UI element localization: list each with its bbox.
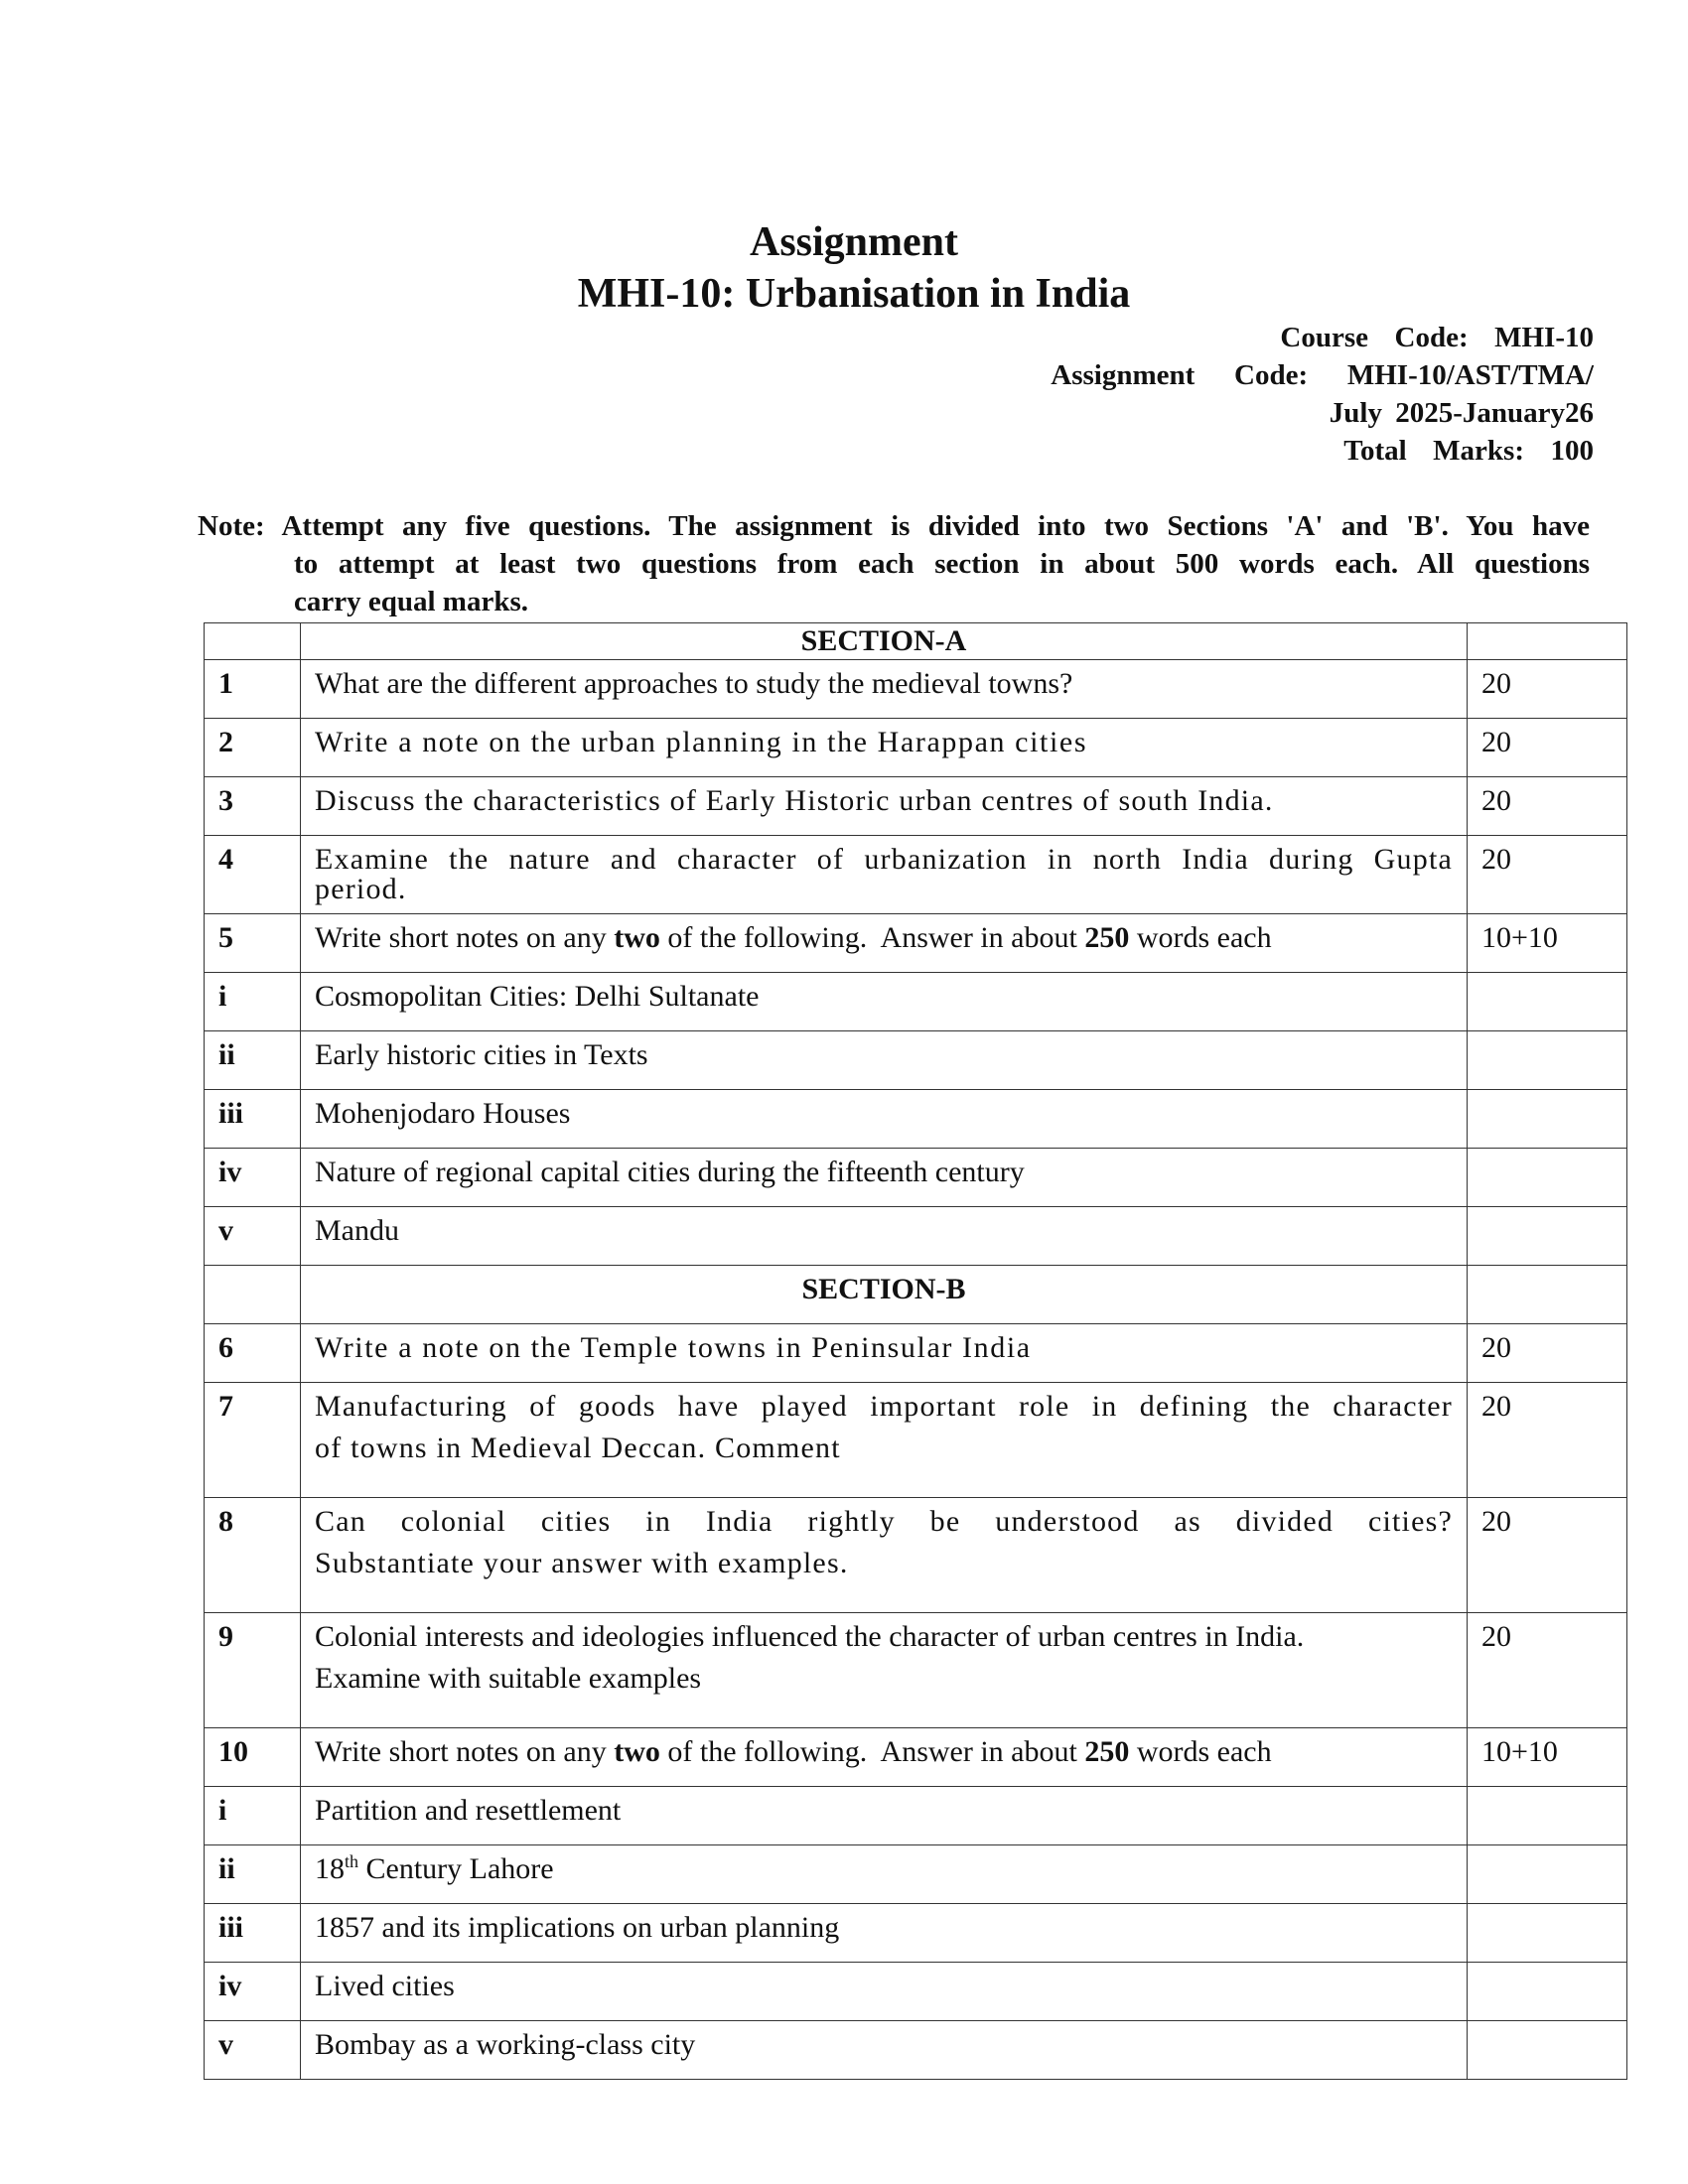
emphasis-text: two (614, 1735, 660, 1768)
subitem-number: v (205, 2021, 301, 2080)
emphasis-text: 250 (1084, 1735, 1130, 1768)
empty-cell (1468, 1031, 1627, 1090)
question-marks: 10+10 (1468, 1728, 1627, 1787)
document-subtitle: MHI-10: Urbanisation in India (577, 271, 1131, 317)
table-row (205, 1787, 1627, 1845)
question-number: 4 (205, 836, 301, 914)
table-row (205, 1963, 1627, 2021)
text-run: words each (1129, 921, 1272, 954)
table-row (205, 1613, 1627, 1728)
subitem-text: Lived cities (301, 1963, 1468, 2021)
text-run: Write short notes on any (315, 1735, 615, 1768)
subitem-number: iv (205, 1149, 301, 1207)
emphasis-text: 250 (1084, 921, 1130, 954)
question-number: 5 (205, 914, 301, 973)
question-text (301, 1728, 1468, 1787)
question-number: 10 (205, 1728, 301, 1787)
text-run: 18 (315, 1852, 345, 1885)
table-row (205, 1090, 1627, 1149)
question-marks: 20 (1468, 836, 1627, 914)
subitem-number: iii (205, 1090, 301, 1149)
subitem-text: Bombay as a working-class city (301, 2021, 1468, 2080)
question-marks: 10+10 (1468, 914, 1627, 973)
subitem-number: i (205, 973, 301, 1031)
subitem-number: ii (205, 1845, 301, 1904)
empty-cell (1468, 1963, 1627, 2021)
question-text-line: period. (315, 873, 407, 905)
empty-cell (205, 1266, 301, 1324)
text-run: Write short notes on any (315, 921, 615, 954)
question-number: 3 (205, 777, 301, 836)
subitem-text: Cosmopolitan Cities: Delhi Sultanate (301, 973, 1468, 1031)
table-row (205, 1031, 1627, 1090)
question-marks: 20 (1468, 1383, 1627, 1498)
question-text: Discuss the characteristics of Early Historic urban centres of south India. (301, 777, 1468, 836)
subitem-text (301, 1845, 1468, 1904)
table-row (205, 1207, 1627, 1266)
questions-table (204, 622, 1627, 2080)
subitem-text: 1857 and its implications on urban planning (301, 1904, 1468, 1963)
table-row (205, 914, 1627, 973)
question-text: Write a note on the Temple towns in Peninsular India (301, 1324, 1468, 1383)
question-text (301, 914, 1468, 973)
empty-cell (1468, 1845, 1627, 1904)
course-code: Course Code: MHI-10 (1280, 322, 1594, 353)
question-number: 9 (205, 1613, 301, 1728)
question-number: 7 (205, 1383, 301, 1498)
question-marks: 20 (1468, 660, 1627, 719)
question-marks: 20 (1468, 1324, 1627, 1383)
question-number: 1 (205, 660, 301, 719)
table-row (205, 660, 1627, 719)
question-text (301, 836, 1468, 914)
question-text-line: Can colonial cities in India rightly be understood as divided cities? (315, 1505, 1453, 1538)
table-row (205, 719, 1627, 777)
subitem-text: Nature of regional capital cities during the fifteenth century (301, 1149, 1468, 1207)
empty-cell (205, 623, 301, 660)
subitem-text: Early historic cities in Texts (301, 1031, 1468, 1090)
table-row (205, 1845, 1627, 1904)
question-marks: 20 (1468, 777, 1627, 836)
question-text-line: Examine with suitable examples (315, 1662, 702, 1695)
section-a-header-row (205, 623, 1627, 660)
empty-cell (1468, 1207, 1627, 1266)
text-run: Century Lahore (358, 1852, 554, 1885)
question-text (301, 1613, 1468, 1728)
note-line-2: to attempt at least two questions from each section in about 500 words each. All questions (294, 548, 1590, 580)
empty-cell (1468, 1090, 1627, 1149)
subitem-number: i (205, 1787, 301, 1845)
table-row (205, 1904, 1627, 1963)
question-number: 6 (205, 1324, 301, 1383)
subitem-number: ii (205, 1031, 301, 1090)
table-row (205, 2021, 1627, 2080)
table-row (205, 777, 1627, 836)
table-row (205, 973, 1627, 1031)
empty-cell (1468, 2021, 1627, 2080)
empty-cell (1468, 1266, 1627, 1324)
table-row (205, 1498, 1627, 1613)
subitem-text: Mohenjodaro Houses (301, 1090, 1468, 1149)
subitem-text: Mandu (301, 1207, 1468, 1266)
question-text: Write a note on the urban planning in the Harappan cities (301, 719, 1468, 777)
text-run: of the following. Answer in about (659, 921, 1085, 954)
question-text-line: of towns in Medieval Deccan. Comment (315, 1432, 841, 1464)
question-text-line: Substantiate your answer with examples. (315, 1547, 849, 1579)
emphasis-text: two (614, 921, 660, 954)
text-run: words each (1129, 1735, 1272, 1768)
instructions-note (198, 507, 1590, 620)
subitem-number: v (205, 1207, 301, 1266)
section-b-heading: SECTION-B (301, 1266, 1468, 1324)
table-row (205, 1149, 1627, 1207)
question-number: 8 (205, 1498, 301, 1613)
note-line-1: Note: Attempt any five questions. The assignment is divided into two Sections 'A' and 'B'. You have (198, 510, 1590, 542)
table-row (205, 1324, 1627, 1383)
question-marks: 20 (1468, 1498, 1627, 1613)
table-row (205, 836, 1627, 914)
section-a-heading: SECTION-A (301, 623, 1468, 660)
total-marks: Total Marks: 100 (1343, 435, 1594, 467)
table-row (205, 1383, 1627, 1498)
subitem-number: iv (205, 1963, 301, 2021)
assignment-code: Assignment Code: MHI-10/AST/TMA/ (1051, 359, 1594, 391)
empty-cell (1468, 1904, 1627, 1963)
subitem-text: Partition and resettlement (301, 1787, 1468, 1845)
question-text-line: Examine the nature and character of urbanization in north India during Gupta (315, 843, 1453, 876)
empty-cell (1468, 973, 1627, 1031)
section-b-header-row (205, 1266, 1627, 1324)
note-line-3: carry equal marks. (294, 586, 528, 617)
question-marks: 20 (1468, 719, 1627, 777)
question-text-line: Colonial interests and ideologies influenced the character of urban centres in India. (315, 1620, 1305, 1653)
question-text (301, 1383, 1468, 1498)
question-text (301, 1498, 1468, 1613)
empty-cell (1468, 623, 1627, 660)
question-text-line: Manufacturing of goods have played important role in defining the character (315, 1390, 1453, 1423)
question-marks: 20 (1468, 1613, 1627, 1728)
empty-cell (1468, 1149, 1627, 1207)
question-text: What are the different approaches to study the medieval towns? (301, 660, 1468, 719)
text-run: of the following. Answer in about (659, 1735, 1085, 1768)
subitem-number: iii (205, 1904, 301, 1963)
question-number: 2 (205, 719, 301, 777)
superscript: th (345, 1851, 359, 1871)
empty-cell (1468, 1787, 1627, 1845)
session: July 2025-January26 (1329, 397, 1594, 429)
table-row (205, 1728, 1627, 1787)
document-title: Assignment (749, 219, 959, 265)
